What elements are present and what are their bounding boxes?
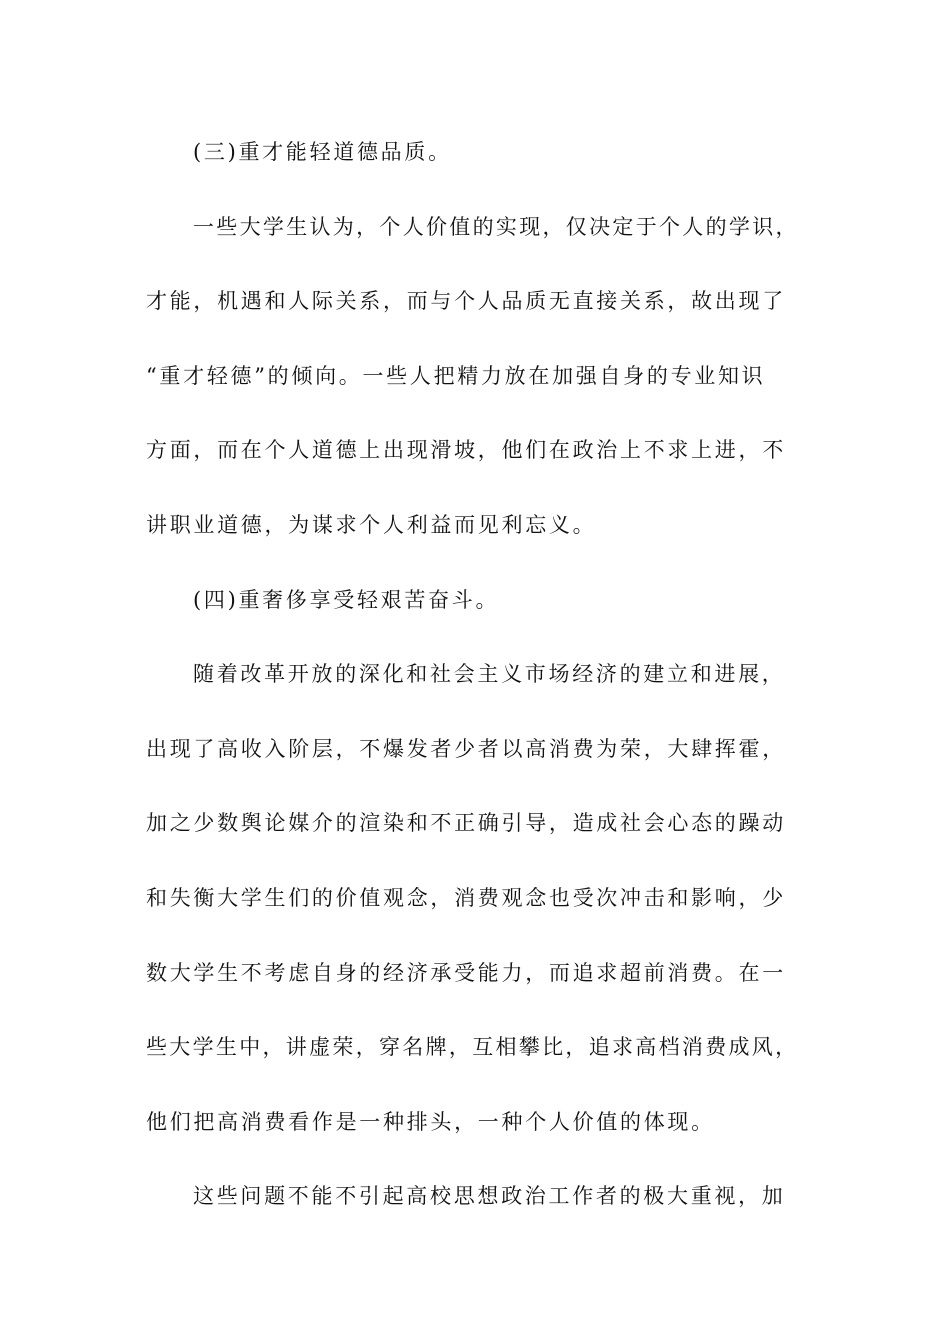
paragraph-line: 这些问题不能不引起高校思想政治工作者的极大重视，加 (193, 1184, 786, 1208)
paragraph-line: 讲职业道德，为谋求个人利益而见利忘义。 (146, 513, 597, 537)
paragraph-line: 出现了高收入阶层，不爆发者少者以高消费为荣，大肆挥霍， (146, 737, 786, 761)
paragraph-line: 随着改革开放的深化和社会主义市场经济的建立和进展， (193, 662, 786, 686)
paragraph-line: 才能，机遇和人际关系，而与个人品质无直接关系，故出现了 (146, 289, 786, 313)
paragraph-line: 一些大学生认为，个人价值的实现，仅决定于个人的学识， (193, 215, 799, 239)
heading-section-4: (四)重奢侈享受轻艰苦奋斗。 (193, 588, 500, 612)
paragraph-line: 加之少数舆论媒介的渲染和不正确引导，造成社会心态的躁动 (146, 811, 786, 835)
paragraph-line: 方面，而在个人道德上出现滑坡，他们在政治上不求上进，不 (146, 438, 786, 462)
paragraph-line: 数大学生不考虑自身的经济承受能力，而追求超前消费。在一 (146, 961, 786, 985)
paragraph-line: “重才轻德”的倾向。一些人把精力放在加强自身的专业知识 (146, 364, 766, 388)
heading-section-3: (三)重才能轻道德品质。 (193, 140, 452, 164)
paragraph-line: 些大学生中，讲虚荣，穿名牌，互相攀比，追求高档消费成风， (146, 1035, 799, 1059)
paragraph-line: 和失衡大学生们的价值观念，消费观念也受次冲击和影响，少 (146, 886, 786, 910)
paragraph-line: 他们把高消费看作是一种排头，一种个人价值的体现。 (146, 1110, 715, 1134)
